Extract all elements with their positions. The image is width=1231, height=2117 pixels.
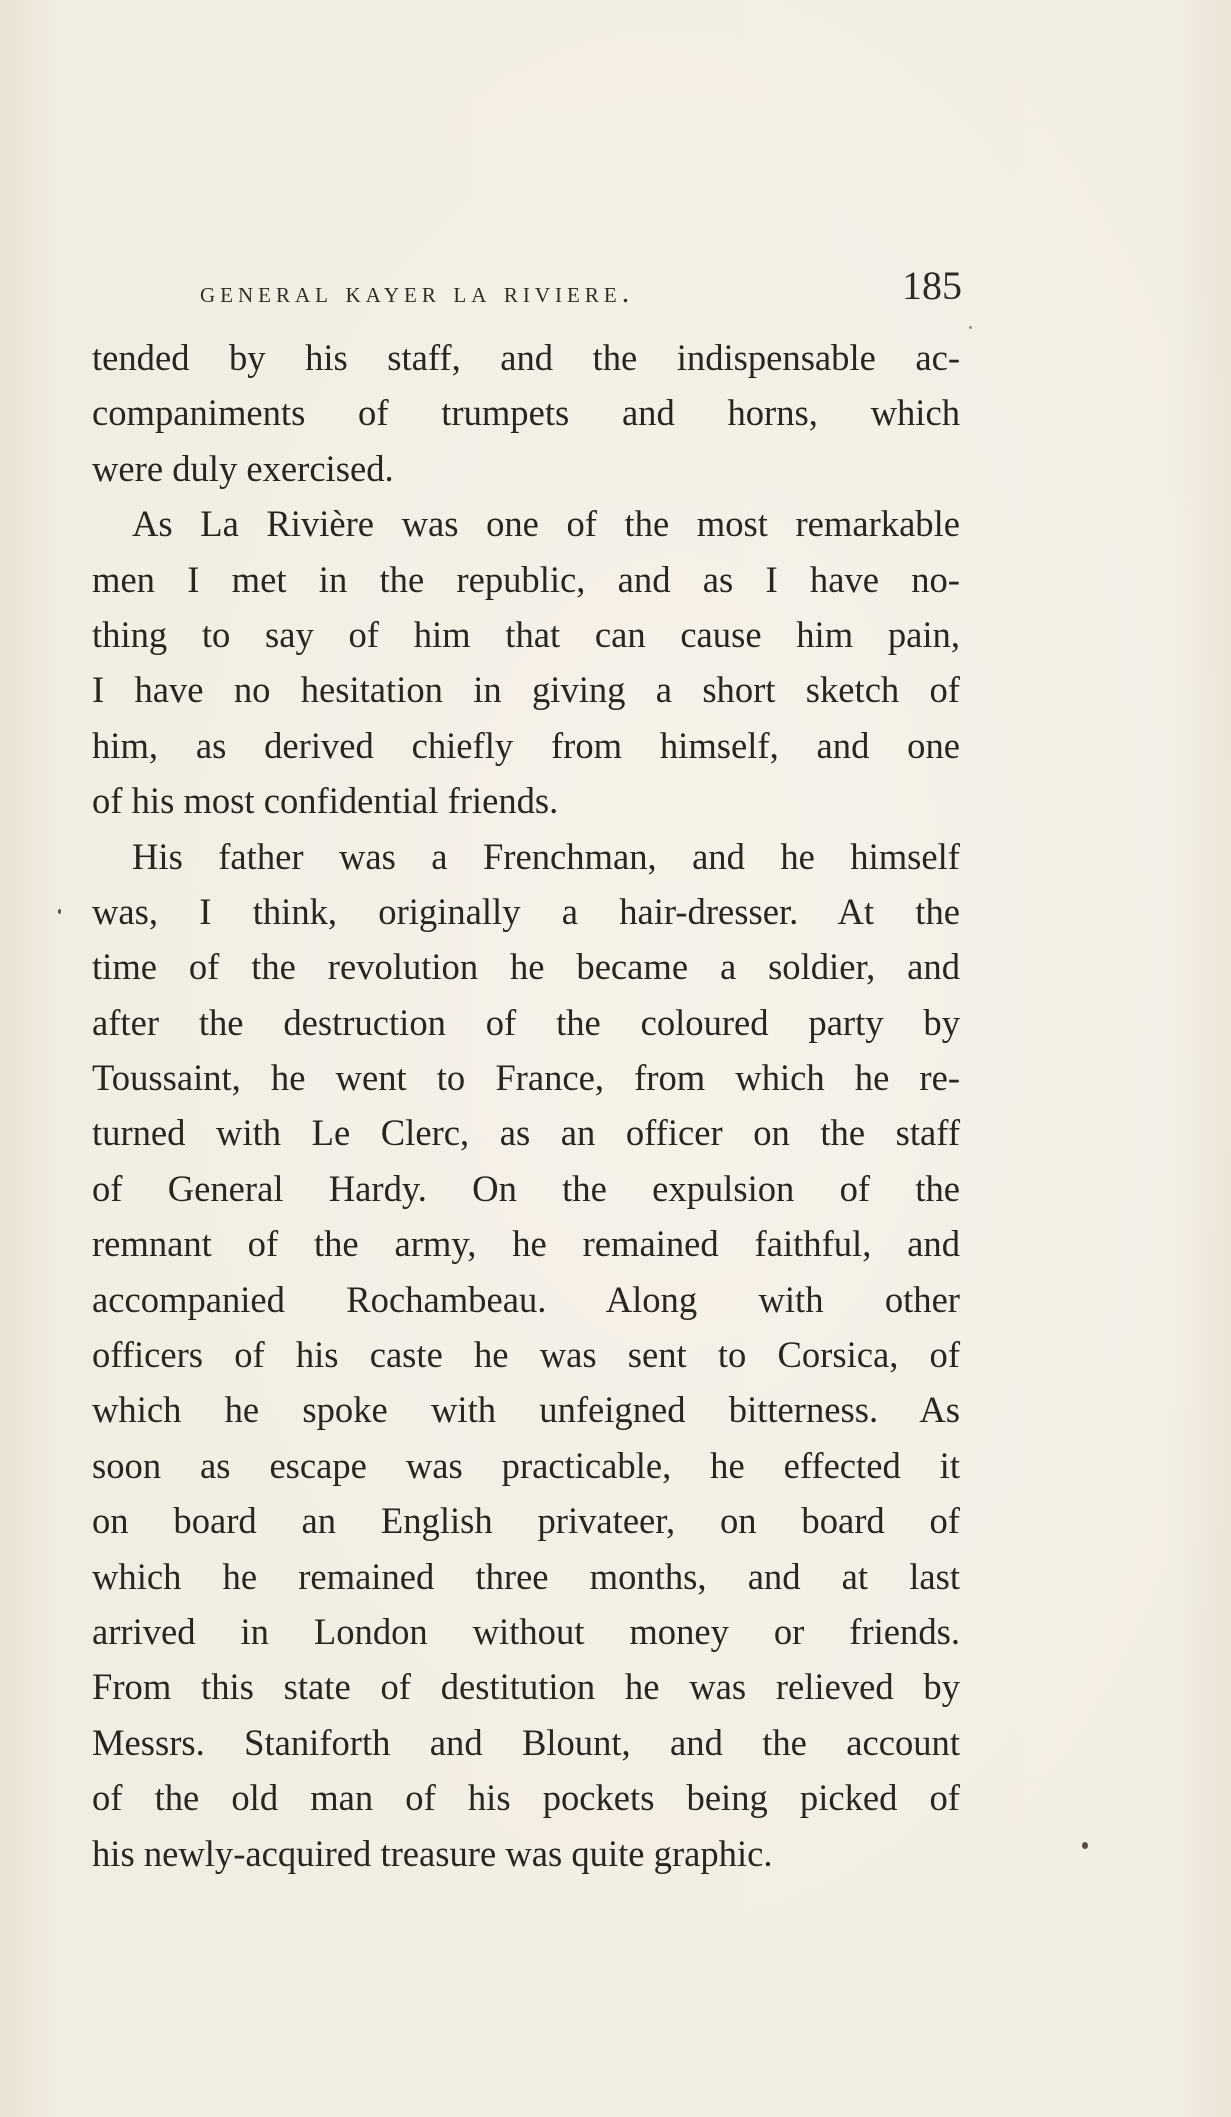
text-line: I have no hesitation in giving a short sketch of xyxy=(92,669,960,711)
text-line: officers of his caste he was sent to Corsica, of xyxy=(92,1334,960,1376)
text-line: were duly exercised. xyxy=(92,447,394,489)
text-line: Messrs. Staniforth and Blount, and the account xyxy=(92,1721,960,1763)
text-line: remnant of the army, he remained faithful, and xyxy=(92,1223,960,1265)
text-line: time of the revolution he became a soldier, and xyxy=(92,946,960,988)
text-line: which he spoke with unfeigned bitterness. As xyxy=(92,1389,960,1431)
text-line: From this state of destitution he was relieved by xyxy=(92,1666,960,1708)
text-line: of his most confidential friends. xyxy=(92,780,559,822)
text-line: his newly-acquired treasure was quite graphic. xyxy=(92,1832,773,1874)
text-line: His father was a Frenchman, and he himself xyxy=(132,835,960,877)
text-line: arrived in London without money or friends. xyxy=(92,1610,960,1652)
page-number: 185 xyxy=(902,263,962,308)
text-line: As La Rivière was one of the most remarkable xyxy=(132,503,960,545)
text-line: was, I think, originally a hair-dresser. At the xyxy=(92,890,960,932)
running-title: general kayer la riviere. xyxy=(200,276,635,309)
text-line: accompanied Rochambeau. Along with other xyxy=(92,1278,960,1320)
text-line: companiments of trumpets and horns, which xyxy=(92,392,960,434)
text-line: after the destruction of the coloured party by xyxy=(92,1001,960,1043)
text-line: Toussaint, he went to France, from which he re- xyxy=(92,1057,960,1099)
ink-speck xyxy=(1082,1842,1088,1849)
page-header xyxy=(200,262,970,322)
text-line: on board an English privateer, on board of xyxy=(92,1500,960,1542)
ink-speck xyxy=(58,909,61,914)
text-line: men I met in the republic, and as I have no- xyxy=(92,558,960,600)
text-line: which he remained three months, and at last xyxy=(92,1555,960,1597)
text-line: of the old man of his pockets being picked of xyxy=(92,1777,960,1819)
text-line: tended by his staff, and the indispensable ac- xyxy=(92,337,960,378)
text-line: turned with Le Clerc, as an officer on the staff xyxy=(92,1112,960,1154)
text-line: of General Hardy. On the expulsion of the xyxy=(92,1167,960,1209)
text-line: soon as escape was practicable, he effected it xyxy=(92,1444,960,1486)
body-text xyxy=(92,330,960,1881)
text-line: him, as derived chiefly from himself, and one xyxy=(92,724,960,766)
ink-speck xyxy=(969,326,972,329)
text-line: thing to say of him that can cause him pain, xyxy=(92,613,960,655)
